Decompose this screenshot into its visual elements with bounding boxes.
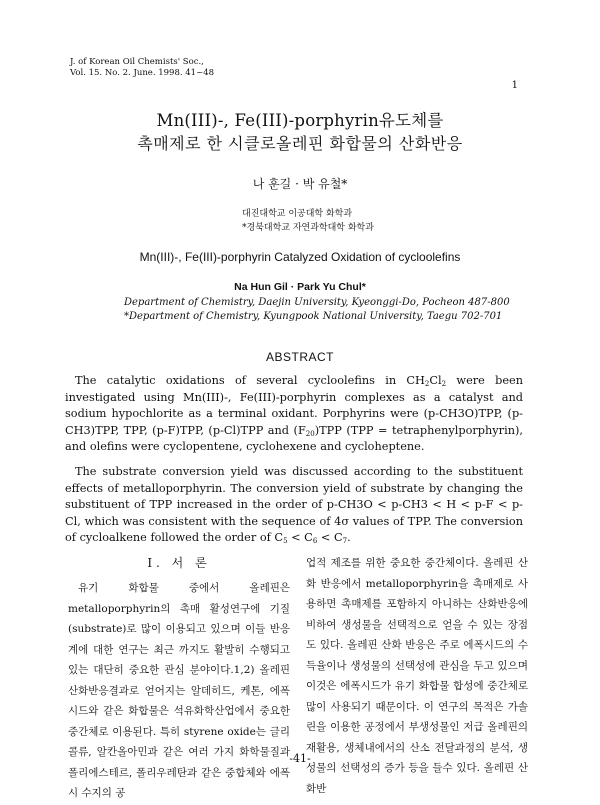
affiliations-ko: [242, 207, 374, 235]
affiliation-en-2: *Department of Chemistry, Kyungpook National University, Taegu 702-701: [124, 311, 503, 322]
abstract-p1-text-c: were been investigated using Mn(III)-, Fe(III)-porphyrin complexes as a catalyst and sodium hypochlorite as a terminal oxidant. Porphyrins were (p-CH3O)TPP, (p-CH3)TPP, TPP, (p-F)TPP, (p-Cl)TPP and (F: [65, 374, 523, 437]
section-heading-introduction: I. 서 론: [147, 556, 211, 570]
title-ko-line-1: Mn(III)-, Fe(III)-porphyrin유도체를: [156, 111, 444, 130]
subscript: 2: [441, 380, 447, 388]
abstract-paragraph-1: [65, 373, 523, 456]
journal-citation: [70, 57, 214, 79]
subscript: 5: [283, 537, 288, 545]
affiliations-en: [124, 296, 510, 324]
body-right-paragraph: 업적 제조를 위한 중요한 중간체이다. 올레핀 산화 반응에서 metalloporphyrin을 촉매제로 사용하면 촉매제를 포함하지 아니하는 산화반응에 비하여 생성물을 선택적으로 얻을 수 있는 장점도 있다. 올레핀 산화 반응은 주로 에폭시드의 수득율이나 생성물의 선택성에 관심을 두고 있으며 이것은 에폭시드가 유기 화합물 합성에 중간체로 많이 사용되기 때문이다. 이 연구의 목적은 가솔린을 이용한 공정에서 부생성물인 저급 올레핀의 재활용, 생체내에서의 산소 전달과정의 분석, 생성물의 선택성의 증가 등을 들수 있다. 올레핀 산화반: [306, 557, 528, 795]
subscript: 6: [312, 537, 318, 545]
body-left-paragraph: 유기 화합물 중에서 올레핀은 metalloporphyrin의 촉매 활성연구에 기질(substrate)로 많이 이용되고 있으며 이들 반응계에 대한 연구는 최근 까지도 활발히 수행되고 있는 대단히 중요한 관심 분야이다.1,2) 올레핀 산화반응결과로 얻어지는 알데히드, 케톤, 에폭시드와 같은 화합물은 석유화학산업에서 중요한 중간체로 이용된다. 특히 styrene oxide는 글리콜류, 알칸올아민과 같은 여러 가지 화학물질과 폴리에스테르, 폴리우레탄과 같은 중합체와 에폭시 수지의 공: [68, 582, 290, 799]
body-column-left: [68, 578, 290, 804]
subscript: 2: [424, 380, 430, 388]
journal-line-2: Vol. 15. No. 2. June. 1998. 41~48: [70, 68, 215, 78]
page-number: 1: [511, 80, 518, 91]
authors-en: Na Hun Gil · Park Yu Chul*: [234, 281, 366, 293]
affiliation-ko-2: *경북대학교 자연과학대학 화학과: [242, 223, 374, 233]
footer-page-label: -41-: [289, 752, 311, 765]
authors-ko: 나 훈길 · 박 유철*: [252, 177, 348, 191]
abstract-p2-text-a: The substrate conversion yield was discussed according to the substituent effects of metalloporphyrin. The conversion yield of substrate by changing the substituent of TPP increased in the order of p-CH3O < p-CH3 < H < p-F < p-Cl, which was consistent with the sequence of 4σ values of TPP. The conversion of cycloalkene followed the order of C: [65, 465, 523, 544]
affiliation-en-1: Department of Chemistry, Daejin University, Kyeonggi-Do, Pocheon 487-800: [124, 297, 510, 308]
abstract-heading: ABSTRACT: [265, 350, 334, 364]
title-ko-line-2: 촉매제로 한 시클로올레핀 화합물의 산화반응: [137, 134, 463, 153]
abstract-paragraph-2: [65, 464, 523, 547]
affiliation-ko-1: 대진대학교 이공대학 화학과: [242, 209, 353, 219]
abstract-p2-text-c: < C: [317, 531, 343, 544]
title-en: Mn(III)-, Fe(III)-porphyrin Catalyzed Oxidation of cycloolefins: [139, 250, 461, 264]
abstract-p2-text-b: < C: [287, 531, 313, 544]
journal-line-1: J. of Korean Oil Chemists' Soc.,: [70, 57, 204, 67]
abstract-p1-text-d: )TPP (TPP = tetraphenylporphyrin), and olefins were cyclopentene, cyclohexene and cycloheptene.: [65, 423, 523, 453]
abstract-p1-text-b: Cl: [429, 374, 442, 387]
subscript: 7: [342, 537, 348, 545]
abstract-p2-text-d: .: [347, 531, 351, 544]
abstract-p1-text-a: The catalytic oxidations of several cycloolefins in CH: [75, 374, 425, 387]
subscript: 20: [305, 429, 315, 438]
